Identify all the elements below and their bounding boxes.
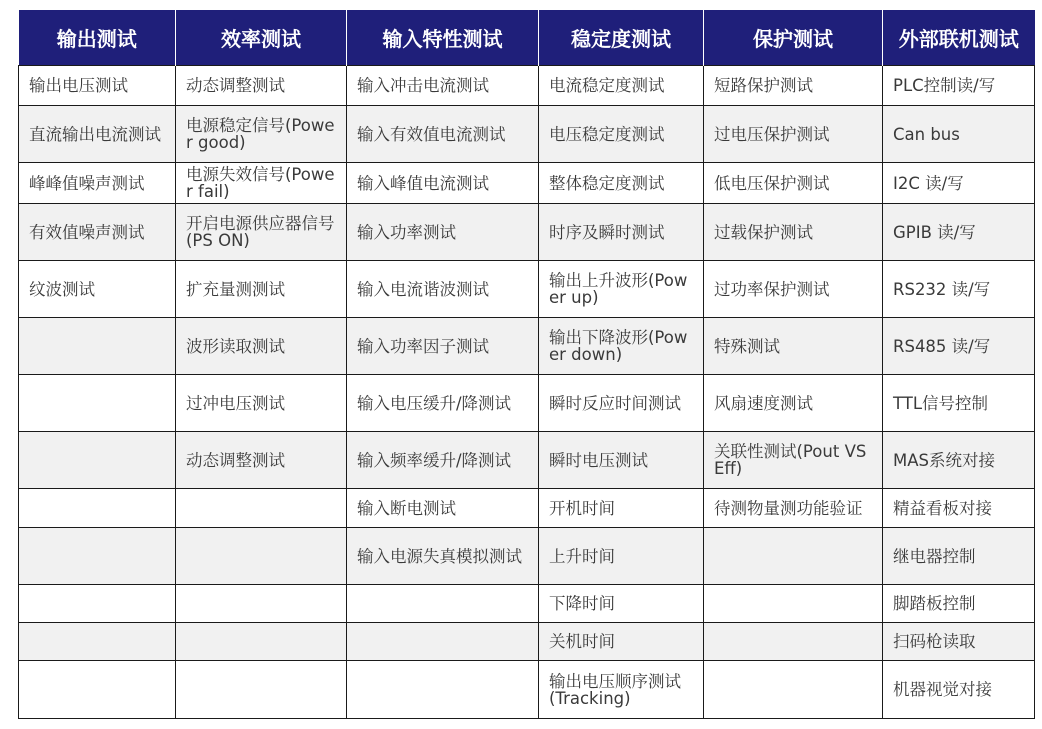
cell-text: 开机时间: [549, 498, 615, 518]
table-cell-output: [19, 528, 176, 585]
cell-text: 输入电源失真模拟测试: [357, 546, 522, 566]
table-cell-output: [19, 106, 176, 163]
header-row: [19, 10, 1035, 66]
test-category-table: [18, 10, 1035, 719]
table-row: [19, 375, 1035, 432]
cell-text: 直流输出电流测试: [29, 124, 161, 144]
cell-text: 输入断电测试: [357, 498, 456, 518]
cell-text: 扫码枪读取: [893, 632, 976, 651]
cell-text: 待测物量测功能验证: [714, 498, 863, 518]
header-external-connection-test: 外部联机测试: [883, 10, 1035, 66]
table-cell-efficiency: [176, 204, 347, 261]
cell-text: 下降时间: [549, 594, 615, 613]
table-cell-efficiency: [176, 489, 347, 528]
table-cell-external-connection: [883, 489, 1035, 528]
cell-text: 输入功率因子测试: [357, 336, 489, 356]
table-row: [19, 163, 1035, 204]
cell-text: GPIB 读/写: [893, 222, 976, 242]
table-cell-output: [19, 375, 176, 432]
table-cell-efficiency: [176, 375, 347, 432]
table-cell-efficiency: [176, 66, 347, 106]
table-cell-input-characteristics: [347, 623, 539, 661]
table-cell-output: [19, 623, 176, 661]
table-cell-protection: [704, 623, 883, 661]
table-cell-external-connection: [883, 585, 1035, 623]
table-cell-output: [19, 661, 176, 719]
table-cell-efficiency: [176, 661, 347, 719]
cell-text: 扩充量测测试: [186, 279, 285, 299]
table-cell-stability: [539, 623, 704, 661]
cell-text: 动态调整测试: [186, 76, 285, 95]
cell-text: 关联性测试(Pout VS Eff): [714, 442, 867, 478]
cell-text: 过载保护测试: [714, 222, 813, 242]
table-row: [19, 261, 1035, 318]
cell-text: 电流稳定度测试: [549, 76, 665, 95]
table-cell-input-characteristics: [347, 661, 539, 719]
table-cell-protection: [704, 489, 883, 528]
table-cell-output: [19, 66, 176, 106]
table-cell-stability: [539, 528, 704, 585]
table-cell-stability: [539, 661, 704, 719]
table-cell-external-connection: [883, 204, 1035, 261]
table-cell-output: [19, 261, 176, 318]
table-cell-external-connection: [883, 106, 1035, 163]
table-row: [19, 432, 1035, 489]
table-cell-input-characteristics: [347, 585, 539, 623]
cell-text: 有效值噪声测试: [29, 222, 145, 242]
cell-text: 输入有效值电流测试: [357, 124, 506, 144]
cell-text: 整体稳定度测试: [549, 173, 665, 193]
cell-text: 输入电流谐波测试: [357, 279, 489, 299]
cell-text: Can bus: [893, 124, 960, 144]
table-cell-input-characteristics: [347, 489, 539, 528]
cell-text: 输入电压缓升/降测试: [357, 393, 512, 413]
table-cell-stability: [539, 585, 704, 623]
cell-text: 上升时间: [549, 546, 615, 566]
table-row: [19, 528, 1035, 585]
table-cell-protection: [704, 528, 883, 585]
header-efficiency-test: 效率测试: [176, 10, 347, 66]
header-protection-test: 保护测试: [704, 10, 883, 66]
table-row: [19, 318, 1035, 375]
cell-text: 关机时间: [549, 632, 615, 651]
table-row: [19, 623, 1035, 661]
table-cell-external-connection: [883, 163, 1035, 204]
cell-text: I2C 读/写: [893, 173, 964, 193]
table-cell-external-connection: [883, 432, 1035, 489]
cell-text: 输出电压顺序测试(Tracking): [549, 671, 681, 708]
table-cell-output: [19, 204, 176, 261]
table-cell-protection: [704, 204, 883, 261]
table-cell-protection: [704, 661, 883, 719]
cell-text: 机器视觉对接: [893, 680, 992, 699]
cell-text: 输入功率测试: [357, 222, 456, 242]
table-cell-protection: [704, 318, 883, 375]
table-row: [19, 489, 1035, 528]
table-cell-output: [19, 432, 176, 489]
table-cell-input-characteristics: [347, 318, 539, 375]
table-cell-stability: [539, 318, 704, 375]
cell-text: 纹波测试: [29, 279, 95, 299]
cell-text: PLC控制读/写: [893, 76, 996, 95]
table-row: [19, 106, 1035, 163]
cell-text: 时序及瞬时测试: [549, 222, 665, 242]
table-cell-input-characteristics: [347, 528, 539, 585]
table-cell-external-connection: [883, 66, 1035, 106]
header-input-characteristics-test: 输入特性测试: [347, 10, 539, 66]
table-row: [19, 661, 1035, 719]
table-cell-efficiency: [176, 623, 347, 661]
table-cell-protection: [704, 66, 883, 106]
cell-text: 波形读取测试: [186, 336, 285, 356]
cell-text: 风扇速度测试: [714, 393, 813, 413]
table-row: [19, 585, 1035, 623]
table-cell-input-characteristics: [347, 261, 539, 318]
table-cell-stability: [539, 375, 704, 432]
table-cell-output: [19, 318, 176, 375]
table-cell-input-characteristics: [347, 66, 539, 106]
table-cell-stability: [539, 489, 704, 528]
cell-text: 开启电源供应器信号(PS ON): [186, 214, 335, 250]
table-cell-stability: [539, 261, 704, 318]
cell-text: 过电压保护测试: [714, 124, 830, 144]
table-cell-efficiency: [176, 106, 347, 163]
table-header: [19, 10, 1035, 66]
cell-text: 输入峰值电流测试: [357, 173, 489, 193]
cell-text: TTL信号控制: [893, 393, 989, 413]
cell-text: 电压稳定度测试: [549, 124, 665, 144]
table-cell-input-characteristics: [347, 163, 539, 204]
table-cell-stability: [539, 432, 704, 489]
test-category-table-container: [18, 10, 1034, 719]
table-cell-external-connection: [883, 375, 1035, 432]
table-cell-input-characteristics: [347, 375, 539, 432]
table-cell-efficiency: [176, 585, 347, 623]
table-cell-input-characteristics: [347, 204, 539, 261]
cell-text: 低电压保护测试: [714, 173, 830, 193]
table-cell-external-connection: [883, 528, 1035, 585]
table-cell-stability: [539, 163, 704, 204]
cell-text: 精益看板对接: [893, 498, 992, 518]
table-cell-protection: [704, 585, 883, 623]
cell-text: 特殊测试: [714, 336, 780, 356]
cell-text: 峰峰值噪声测试: [29, 173, 145, 193]
table-cell-protection: [704, 375, 883, 432]
cell-text: 输入频率缓升/降测试: [357, 450, 512, 470]
table-cell-protection: [704, 432, 883, 489]
table-cell-output: [19, 163, 176, 204]
table-row: [19, 204, 1035, 261]
cell-text: RS232 读/写: [893, 279, 991, 299]
table-cell-efficiency: [176, 163, 347, 204]
cell-text: 电源失效信号(Power fail): [186, 165, 335, 201]
table-cell-protection: [704, 261, 883, 318]
cell-text: 电源稳定信号(Power good): [186, 116, 335, 152]
cell-text: 输出上升波形(Power up): [549, 271, 688, 307]
table-cell-external-connection: [883, 623, 1035, 661]
table-body: [19, 66, 1035, 719]
cell-text: 输入冲击电流测试: [357, 76, 489, 95]
table-cell-output: [19, 585, 176, 623]
table-cell-protection: [704, 106, 883, 163]
cell-text: 脚踏板控制: [893, 594, 976, 613]
cell-text: 过功率保护测试: [714, 279, 830, 299]
cell-text: 继电器控制: [893, 546, 976, 566]
table-cell-input-characteristics: [347, 432, 539, 489]
table-row: [19, 66, 1035, 106]
table-cell-input-characteristics: [347, 106, 539, 163]
cell-text: 瞬时反应时间测试: [549, 393, 681, 413]
table-cell-efficiency: [176, 528, 347, 585]
cell-text: 输出下降波形(Power down): [549, 328, 688, 364]
cell-text: 过冲电压测试: [186, 393, 285, 413]
table-cell-external-connection: [883, 318, 1035, 375]
cell-text: RS485 读/写: [893, 336, 991, 356]
cell-text: 短路保护测试: [714, 76, 813, 95]
table-cell-external-connection: [883, 661, 1035, 719]
table-cell-efficiency: [176, 318, 347, 375]
table-cell-stability: [539, 66, 704, 106]
table-cell-stability: [539, 106, 704, 163]
table-cell-protection: [704, 163, 883, 204]
table-cell-efficiency: [176, 261, 347, 318]
table-cell-external-connection: [883, 261, 1035, 318]
header-output-test: 输出测试: [19, 10, 176, 66]
cell-text: 输出电压测试: [29, 76, 128, 95]
cell-text: 动态调整测试: [186, 450, 285, 470]
table-cell-output: [19, 489, 176, 528]
cell-text: 瞬时电压测试: [549, 450, 648, 470]
table-cell-stability: [539, 204, 704, 261]
table-cell-efficiency: [176, 432, 347, 489]
cell-text: MAS系统对接: [893, 450, 995, 470]
header-stability-test: 稳定度测试: [539, 10, 704, 66]
